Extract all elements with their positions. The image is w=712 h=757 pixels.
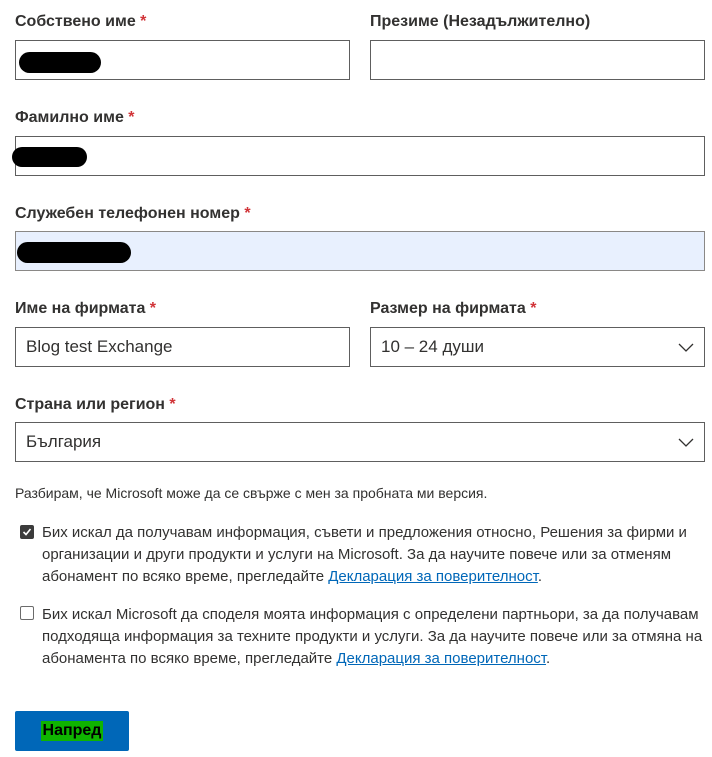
middle-name-label-text: Презиме (Незадължително) [370, 13, 591, 30]
last-name-label-text: Фамилно име [15, 109, 124, 126]
required-marker: * [244, 205, 251, 222]
last-name-label [15, 109, 135, 127]
phone-label-text: Служебен телефонен номер [15, 205, 240, 222]
next-button-label: Напред [42, 722, 102, 739]
consent-microsoft-suffix: . [537, 568, 543, 585]
middle-name-label [370, 13, 590, 31]
company-size-label [370, 300, 536, 318]
last-name-input[interactable] [15, 136, 705, 176]
middle-name-input[interactable] [370, 40, 705, 80]
first-name-label [15, 13, 146, 31]
redacted-block [17, 242, 131, 263]
required-marker: * [530, 300, 537, 317]
required-marker: * [128, 109, 135, 126]
first-name-input[interactable] [15, 40, 350, 80]
chevron-down-icon [678, 434, 694, 450]
consent-partners-suffix: . [546, 650, 551, 667]
country-value: България [26, 432, 102, 451]
redacted-block [19, 52, 101, 73]
phone-label [15, 205, 251, 223]
next-button[interactable] [15, 711, 129, 751]
company-label-text: Име на фирмата [15, 300, 146, 317]
consent-microsoft-checkbox[interactable] [20, 525, 34, 539]
privacy-statement-link[interactable]: Декларация за поверителност [336, 650, 547, 667]
company-label [15, 300, 156, 318]
company-value: Blog test Exchange [26, 337, 173, 356]
phone-input[interactable] [15, 231, 705, 271]
country-label-text: Страна или регион [15, 396, 165, 413]
consent-partners-body: Бих искал Microsoft да споделя моята информация с определени партньори, за да получавам подходяща информация за техните продукти и услуги. За да научите повече или за отмяна на абонамента по всяко време, прегледайте [42, 606, 703, 667]
country-label [15, 396, 176, 414]
checkmark-icon [22, 527, 32, 537]
company-input[interactable] [15, 327, 350, 367]
consent-microsoft-text [42, 522, 710, 588]
consent-microsoft-body: Бих искал да получавам информация, съвети и предложения относно, Решения за фирми и организации и други продукти и услуги на Microsoft. За да научите повече или за отменям абонамент по всяко време, прегледайте [42, 524, 687, 585]
redacted-block [12, 147, 87, 167]
required-marker: * [140, 13, 147, 30]
required-marker: * [169, 396, 176, 413]
required-marker: * [149, 300, 157, 317]
country-select[interactable] [15, 422, 705, 462]
first-name-label-text: Собствено име [15, 13, 136, 30]
company-size-value: 10 – 24 души [381, 337, 484, 356]
consent-partners-text [42, 604, 710, 670]
company-size-select[interactable] [370, 327, 705, 367]
contact-note: Разбирам, че Microsoft може да се свърже с мен за пробната ми версия. [15, 485, 488, 501]
consent-partners-checkbox[interactable] [20, 606, 34, 620]
company-size-label-text: Размер на фирмата [370, 300, 526, 317]
chevron-down-icon [678, 339, 694, 355]
privacy-statement-link[interactable]: Декларация за поверителност [328, 568, 538, 585]
